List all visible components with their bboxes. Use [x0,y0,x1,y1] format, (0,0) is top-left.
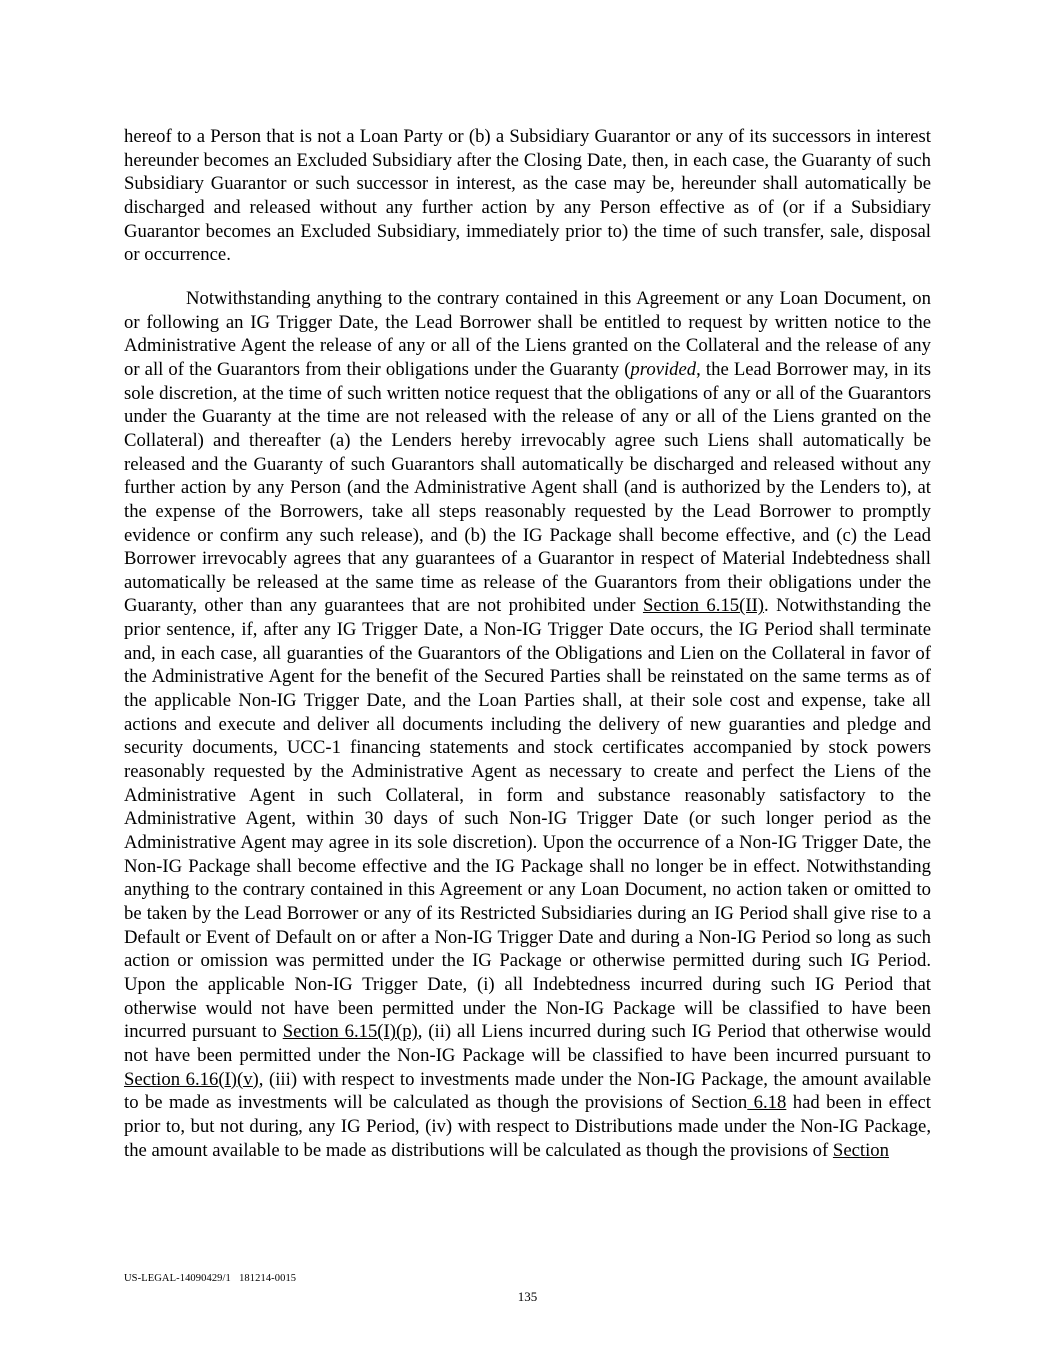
section-reference: Section 6.16(I)(v) [124,1068,259,1090]
paragraph-ig-trigger [124,287,931,1162]
section-reference: Section 6.15(I)(p) [282,1021,418,1043]
text-run: had been in effect prior to, but not during, any IG Period, (iv) with respect to Distributions made under the Non-IG Package, the amount available to be made as distributions will be calculated as though the provisions of [124,1092,931,1161]
footer-document-id: US-LEGAL-14090429/1 181214-0015 [124,1273,297,1284]
section-reference: Section [832,1139,889,1161]
page-number: 135 [517,1289,538,1304]
text-run: Notwithstanding anything to the contrary contained in this Agreement or any Loan Document, on or following an IG Trigger Date, the Lead Borrower shall be entitled to request by written notice to the Administrative Agent the release of any or all of the Liens granted on the Collateral and the release of any or all of the Guarantors from their obligations under the Guaranty ( [124,287,931,380]
text-run: , (iii) with respect to investments made under the Non-IG Package, the amount available to be made as investments will be calculated as though the provisions of Section [124,1068,931,1114]
text-run: , (ii) all Liens incurred during such IG Period that otherwise would not have been permitted under the Non-IG Package will be classified to have been incurred pursuant to [124,1021,932,1066]
section-reference: 6.18 [747,1092,787,1114]
paragraph-continuation: hereof to a Person that is not a Loan Party or (b) a Subsidiary Guarantor or any of its successors in interest hereunder becomes an Excluded Subsidiary after the Closing Date, then, in each case, the Guaranty of such Subsidiary Guarantor or such successor in interest, as the case may be, hereunder shall automatically be discharged and released without any further action by any Person effective as of (or if a Subsidiary Guarantor becomes an Excluded Subsidiary, immediately prior to) the time of such transfer, sale, disposal or occurrence. [124,126,931,266]
section-reference: Section 6.15(II) [642,595,765,617]
text-run: , the Lead Borrower may, in its sole discretion, at the time of such written notice request that the obligations of any or all of the Guarantors under the Guaranty at the time are not released with the release of any or all of the Liens granted on the Collateral) and thereafter (a) the Lenders hereby irrevocably agree such Liens shall automatically be released and the Guaranty of such Guarantors shall automatically be discharged and released without any further action by any Person (and the Administrative Agent shall (and is authorized by the Lenders to), at the expense of the Borrowers, take all steps reasonably requested by the Lead Borrower to promptly evidence or confirm any such release), and (b) the IG Package shall become effective, and (c) the Lead Borrower irrevocably agrees that any guarantees of a Guarantor in respect of Material Indebtedness shall automatically be released at the same time as release of the Guarantors from their obligations under the Guaranty, other than any guarantees that are not prohibited under [124,358,931,617]
page-body [124,125,931,1162]
provided-italic: provided [630,358,697,380]
text-run: . Notwithstanding the prior sentence, if, after any IG Trigger Date, a Non-IG Trigger Date occurs, the IG Period shall terminate and, in each case, all guaranties of the Guarantors of the Obligations and Lien on the Collateral in favor of the Administrative Agent for the benefit of the Secured Parties shall be reinstated on the same terms as of the applicable Non-IG Trigger Date, and the Loan Parties shall, at their sole cost and expense, take all actions and execute and deliver all documents including the delivery of new guaranties and pledge and security documents, UCC-1 financing statements and stock certificates accompanied by stock powers reasonably requested by the Administrative Agent as necessary to create and perfect the Liens of the Administrative Agent in such Collateral, in form and substance reasonably satisfactory to the Administrative Agent, within 30 days of such Non-IG Trigger Date (or such longer period as the Administrative Agent may agree in its sole discretion). Upon the occurrence of a Non-IG Trigger Date, the Non-IG Package shall become effective and the IG Package shall no longer be in effect. Notwithstanding anything to the contrary contained in this Agreement or any Loan Document, no action taken or omitted to be taken by the Lead Borrower or any of its Restricted Subsidiaries during an IG Period shall give rise to a Default or Event of Default on or after a Non-IG Trigger Date and during a Non-IG Period so long as such action or omission was permitted under the IG Package or otherwise permitted during such IG Period. Upon the applicable Non-IG Trigger Date, (i) all Indebtedness incurred during such IG Period that otherwise would not have been permitted under the Non-IG Package will be classified to have been incurred pursuant to [124,595,931,1043]
